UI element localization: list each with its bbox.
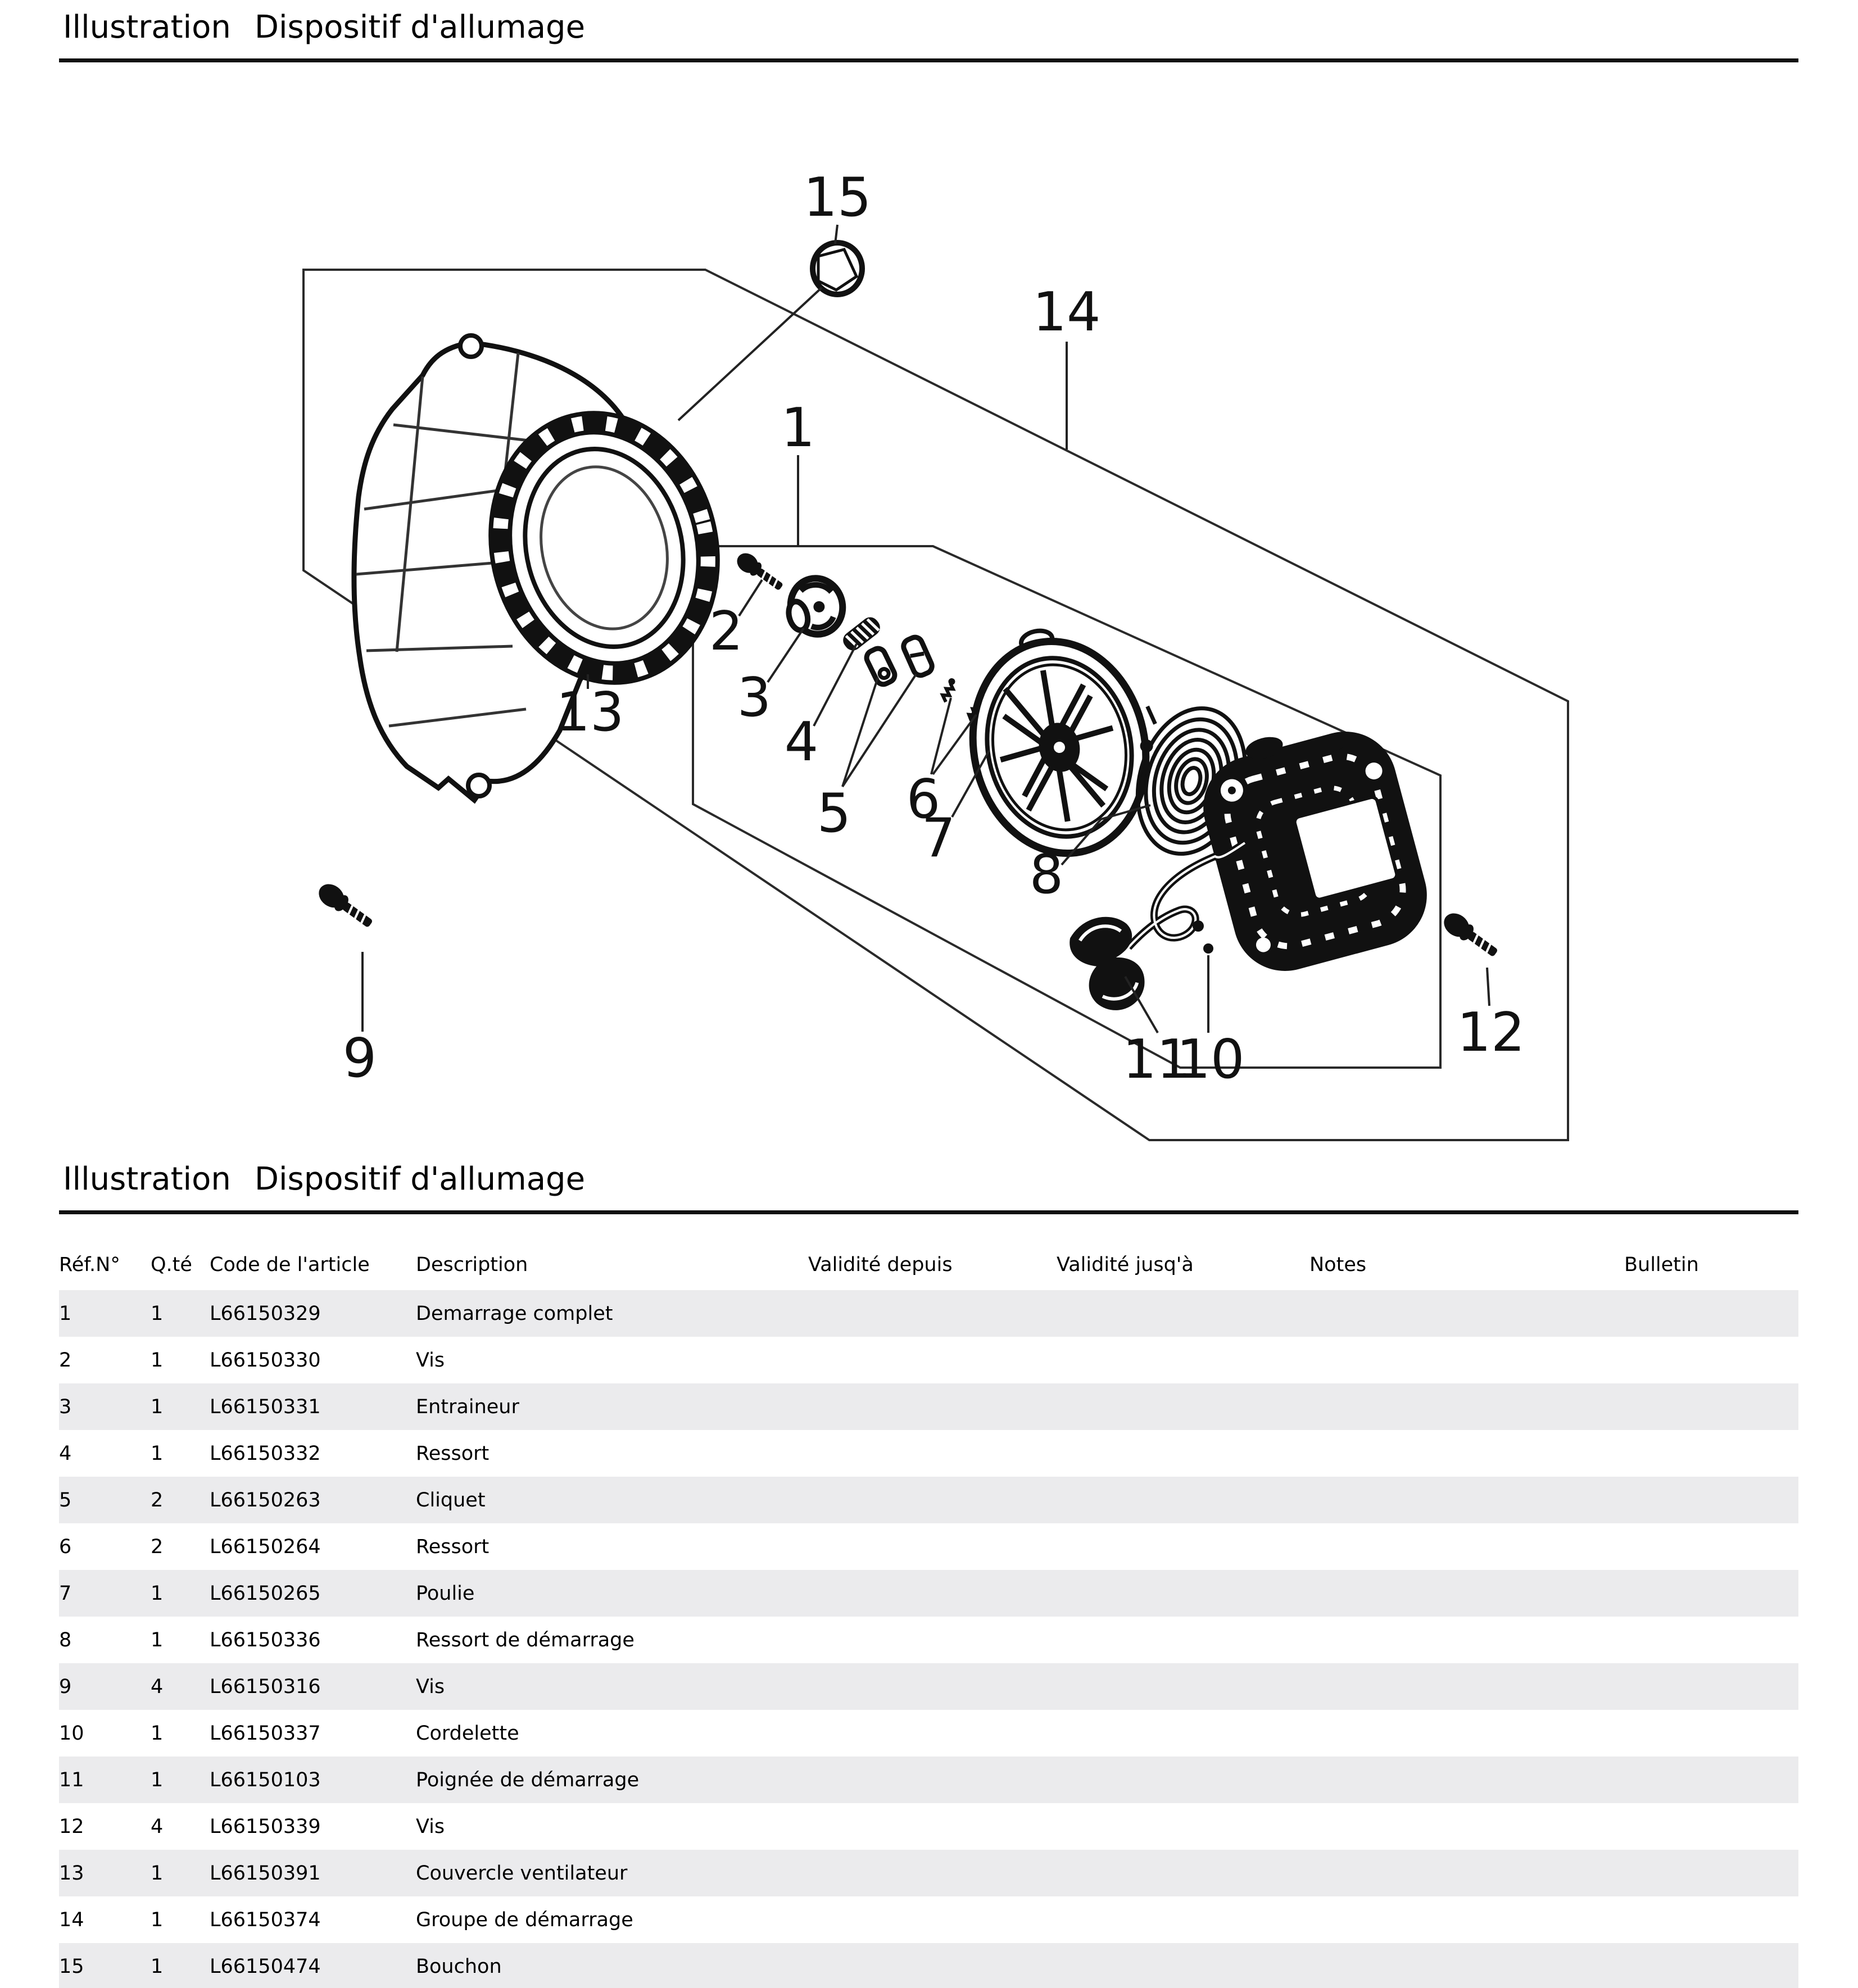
table-title-subject: Dispositif d'allumage: [254, 1161, 586, 1197]
table-row: [59, 1943, 1798, 1988]
cell-validity_to: [1057, 1337, 1309, 1383]
cell-description: Cordelette: [416, 1722, 519, 1745]
cell-bulletin: [1624, 1756, 1798, 1803]
cap: [813, 243, 862, 294]
cell-validity_from: [808, 1430, 1057, 1477]
cell-ref: 8: [59, 1628, 72, 1651]
cell-ref: 15: [59, 1955, 84, 1978]
cell-ref: 3: [59, 1395, 72, 1418]
cell-notes: [1309, 1896, 1624, 1943]
cell-qty: 1: [151, 1908, 164, 1931]
cell-validity_from: [808, 1943, 1057, 1988]
cell-code: L66150474: [210, 1955, 321, 1978]
table-row: [59, 1570, 1798, 1617]
cell-validity_to: [1057, 1617, 1309, 1663]
parts-table-body: [59, 1290, 1798, 1988]
cell-code: L66150316: [210, 1675, 321, 1698]
table-row: [59, 1803, 1798, 1850]
page-title-subject: Dispositif d'allumage: [254, 9, 586, 46]
cell-qty: 1: [151, 1349, 164, 1372]
cell-description: Ressort de démarrage: [416, 1628, 635, 1651]
cell-validity_from: [808, 1383, 1057, 1430]
cell-code: L66150339: [210, 1815, 321, 1838]
cell-description: Cliquet: [416, 1488, 486, 1512]
cell-ref: 14: [59, 1908, 84, 1931]
cell-ref: 2: [59, 1349, 72, 1372]
cell-bulletin: [1624, 1710, 1798, 1756]
cell-description: Vis: [416, 1815, 445, 1838]
cell-qty: 1: [151, 1582, 164, 1605]
cell-description: Couvercle ventilateur: [416, 1862, 628, 1885]
parts-table: [59, 1239, 1798, 1988]
cell-ref: 7: [59, 1582, 72, 1605]
cell-ref: 9: [59, 1675, 72, 1698]
table-row: [59, 1430, 1798, 1477]
cell-qty: 1: [151, 1395, 164, 1418]
table-header-row: [59, 1239, 1798, 1290]
cell-qty: 1: [151, 1442, 164, 1465]
cell-description: Groupe de démarrage: [416, 1908, 633, 1931]
pawl-a: [864, 646, 898, 687]
cell-validity_to: [1057, 1803, 1309, 1850]
cell-code: L66150331: [210, 1395, 321, 1418]
cell-ref: 13: [59, 1862, 84, 1885]
cell-bulletin: [1624, 1430, 1798, 1477]
cell-ref: 4: [59, 1442, 72, 1465]
cell-code: L66150263: [210, 1488, 321, 1512]
cell-validity_from: [808, 1663, 1057, 1710]
col-header-validity-to: Validité jusq'à: [1057, 1253, 1194, 1276]
cell-validity_from: [808, 1617, 1057, 1663]
cell-notes: [1309, 1337, 1624, 1383]
table-title: [63, 1161, 585, 1197]
cell-ref: 12: [59, 1815, 84, 1838]
cell-bulletin: [1624, 1896, 1798, 1943]
pawl-b: [901, 635, 935, 678]
callout-label-10: 10: [1176, 1029, 1245, 1091]
cell-validity_from: [808, 1337, 1057, 1383]
cell-validity_from: [808, 1803, 1057, 1850]
cell-validity_from: [808, 1756, 1057, 1803]
pawl-carrier: [781, 573, 849, 641]
cell-validity_to: [1057, 1523, 1309, 1570]
cell-qty: 1: [151, 1862, 164, 1885]
cell-qty: 2: [151, 1488, 164, 1512]
callout-leader-5: [842, 678, 878, 787]
col-header-description: Description: [416, 1253, 528, 1276]
cell-bulletin: [1624, 1617, 1798, 1663]
cell-validity_to: [1057, 1430, 1309, 1477]
cell-code: L66150103: [210, 1768, 321, 1791]
callout-label-2: 2: [709, 601, 744, 662]
col-header-validity-from: Validité depuis: [808, 1253, 953, 1276]
cell-validity_to: [1057, 1477, 1309, 1523]
cell-validity_from: [808, 1850, 1057, 1896]
cell-validity_from: [808, 1290, 1057, 1337]
cell-code: L66150374: [210, 1908, 321, 1931]
cell-bulletin: [1624, 1570, 1798, 1617]
table-row: [59, 1710, 1798, 1756]
cover-tab-top: [460, 335, 482, 357]
table-row: [59, 1850, 1798, 1896]
table-row: [59, 1523, 1798, 1570]
table-row: [59, 1663, 1798, 1710]
col-header-qty: Q.té: [151, 1253, 192, 1276]
col-header-bulletin: Bulletin: [1624, 1253, 1699, 1276]
cell-validity_to: [1057, 1383, 1309, 1430]
cell-validity_to: [1057, 1290, 1309, 1337]
cell-code: L66150336: [210, 1628, 321, 1651]
cell-ref: 11: [59, 1768, 84, 1791]
table-row: [59, 1477, 1798, 1523]
cell-code: L66150330: [210, 1349, 321, 1372]
cell-notes: [1309, 1943, 1624, 1988]
table-row: [59, 1383, 1798, 1430]
cell-description: Ressort: [416, 1442, 490, 1465]
cell-qty: 4: [151, 1815, 164, 1838]
callout-label-3: 3: [737, 667, 772, 729]
screw-12: [1439, 909, 1502, 962]
cell-notes: [1309, 1663, 1624, 1710]
table-row: [59, 1756, 1798, 1803]
cell-bulletin: [1624, 1523, 1798, 1570]
table-title-label: Illustration: [63, 1161, 231, 1197]
cell-validity_from: [808, 1523, 1057, 1570]
col-header-notes: Notes: [1309, 1253, 1367, 1276]
cell-bulletin: [1624, 1477, 1798, 1523]
page-title-label: Illustration: [63, 9, 231, 46]
callout-leader-12: [1487, 968, 1489, 1006]
cell-validity_from: [808, 1477, 1057, 1523]
cell-notes: [1309, 1477, 1624, 1523]
cell-qty: 1: [151, 1722, 164, 1745]
col-header-ref: Réf.N°: [59, 1253, 120, 1276]
cell-validity_to: [1057, 1756, 1309, 1803]
callout-label-5: 5: [817, 783, 851, 845]
cell-notes: [1309, 1523, 1624, 1570]
screw-9: [314, 879, 377, 933]
cell-qty: 4: [151, 1675, 164, 1698]
callout-label-9: 9: [342, 1028, 377, 1090]
screw-2: [733, 549, 787, 594]
spring-6a: [937, 677, 960, 702]
cell-notes: [1309, 1290, 1624, 1337]
cell-qty: 1: [151, 1302, 164, 1325]
callout-label-1: 1: [781, 397, 815, 459]
cell-qty: 2: [151, 1535, 164, 1558]
cell-qty: 1: [151, 1628, 164, 1651]
cover-tab-bottom: [468, 775, 490, 796]
cell-bulletin: [1624, 1383, 1798, 1430]
cell-notes: [1309, 1617, 1624, 1663]
cell-bulletin: [1624, 1663, 1798, 1710]
callout-label-4: 4: [784, 711, 819, 773]
callout-label-8: 8: [1029, 844, 1064, 906]
cell-notes: [1309, 1803, 1624, 1850]
cell-validity_to: [1057, 1570, 1309, 1617]
cell-code: L66150391: [210, 1862, 321, 1885]
cell-validity_from: [808, 1570, 1057, 1617]
callout-label-7: 7: [921, 807, 956, 869]
cell-notes: [1309, 1710, 1624, 1756]
cell-notes: [1309, 1756, 1624, 1803]
callout-leader-5: [842, 674, 916, 787]
table-row: [59, 1896, 1798, 1943]
cell-bulletin: [1624, 1337, 1798, 1383]
cell-validity_from: [808, 1710, 1057, 1756]
cell-validity_to: [1057, 1850, 1309, 1896]
cell-validity_to: [1057, 1663, 1309, 1710]
fan-cover: [354, 335, 734, 800]
cell-ref: 10: [59, 1722, 84, 1745]
cell-notes: [1309, 1570, 1624, 1617]
cell-validity_to: [1057, 1943, 1309, 1988]
cell-validity_to: [1057, 1896, 1309, 1943]
cell-qty: 1: [151, 1768, 164, 1791]
callout-label-11: 11: [1122, 1029, 1191, 1091]
cell-ref: 6: [59, 1535, 72, 1558]
callout-leader-3: [768, 628, 804, 682]
cell-bulletin: [1624, 1943, 1798, 1988]
cell-ref: 1: [59, 1302, 72, 1325]
cell-notes: [1309, 1430, 1624, 1477]
cell-ref: 5: [59, 1488, 72, 1512]
cell-code: L66150337: [210, 1722, 321, 1745]
cell-description: Bouchon: [416, 1955, 502, 1978]
cell-notes: [1309, 1383, 1624, 1430]
pulley: [951, 614, 1165, 869]
cell-description: Vis: [416, 1349, 445, 1372]
cell-description: Vis: [416, 1675, 445, 1698]
cell-validity_to: [1057, 1710, 1309, 1756]
cell-code: L66150329: [210, 1302, 321, 1325]
cell-description: Ressort: [416, 1535, 490, 1558]
callout-label-15: 15: [803, 167, 872, 229]
cell-qty: 1: [151, 1955, 164, 1978]
cell-code: L66150332: [210, 1442, 321, 1465]
cell-description: Poignée de démarrage: [416, 1768, 640, 1791]
cell-bulletin: [1624, 1290, 1798, 1337]
callout-label-6: 6: [906, 769, 941, 830]
cell-bulletin: [1624, 1850, 1798, 1896]
cell-code: L66150264: [210, 1535, 321, 1558]
table-title-rule: [59, 1210, 1798, 1214]
cell-validity_from: [808, 1896, 1057, 1943]
starter-handle: [1063, 908, 1155, 1019]
cell-description: Demarrage complet: [416, 1302, 613, 1325]
callout-leader-4: [814, 644, 857, 726]
callout-label-13: 13: [556, 682, 624, 743]
cell-bulletin: [1624, 1803, 1798, 1850]
cell-description: Entraineur: [416, 1395, 519, 1418]
callout-label-12: 12: [1457, 1002, 1525, 1064]
cell-description: Poulie: [416, 1582, 475, 1605]
table-row: [59, 1337, 1798, 1383]
callout-label-14: 14: [1032, 282, 1101, 343]
table-row: [59, 1617, 1798, 1663]
cell-code: L66150265: [210, 1582, 321, 1605]
table-row: [59, 1290, 1798, 1337]
cell-notes: [1309, 1850, 1624, 1896]
col-header-code: Code de l'article: [210, 1253, 370, 1276]
